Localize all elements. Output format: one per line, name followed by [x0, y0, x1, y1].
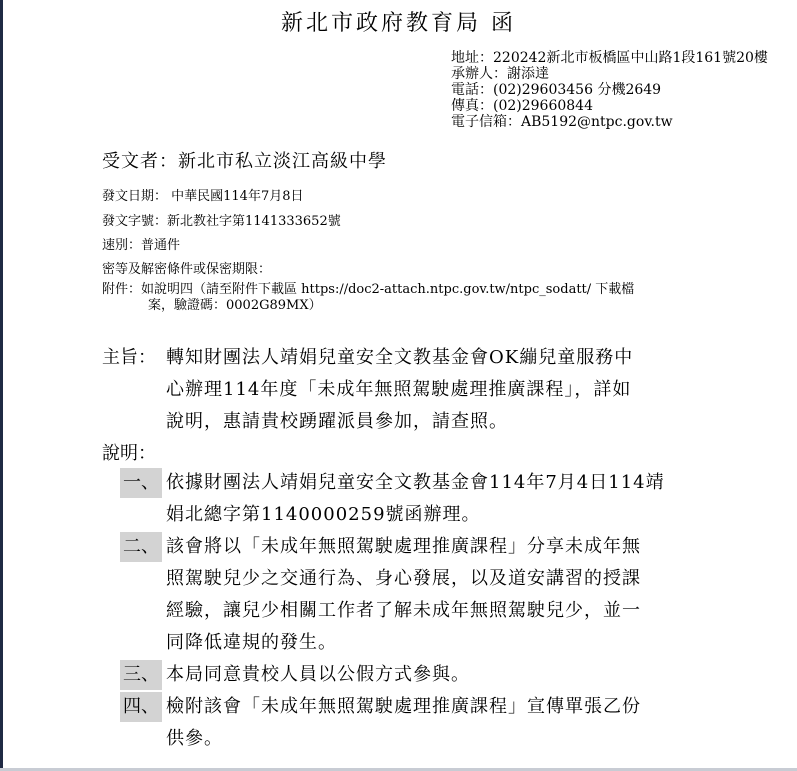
- attachment-info: [102, 282, 712, 314]
- subject-line: 心辦理114年度「未成年無照駕駛處理推廣課程」，詳如: [166, 379, 632, 400]
- delivery-speed: 速別：普通件: [102, 238, 181, 253]
- item-number: 四、: [120, 692, 162, 722]
- secrecy-level: 密等及解密條件或保密期限：: [102, 262, 272, 277]
- item-line: 檢附該會「未成年無照駕駛處理推廣課程」宣傳單張乙份: [166, 696, 641, 717]
- item-line: 照駕駛兒少之交通行為、身心發展，以及道安講習的授課: [166, 568, 641, 589]
- item-line: 娟北總字第1140000259號函辦理。: [166, 504, 481, 525]
- contact-phone: 電話：(02)29603456 分機2649: [451, 82, 662, 98]
- attachment-line: 附件：如說明四（請至附件下載區 https://doc2-attach.ntpc.gov.tw/ntpc_sodatt/ 下載檔: [102, 282, 635, 297]
- contact-address: 地址：220242新北市板橋區中山路1段161號20樓: [451, 50, 768, 66]
- item-number: 三、: [120, 660, 162, 690]
- item-line: 經驗，讓兒少相關工作者了解未成年無照駕駛兒少，並一: [166, 600, 641, 621]
- explanation-label: 說明：: [102, 443, 156, 464]
- item-line: 同降低違規的發生。: [166, 632, 337, 653]
- item-line: 依據財團法人靖娟兒童安全文教基金會114年7月4日114靖: [166, 472, 665, 493]
- subject-text: [166, 342, 797, 438]
- document-number: 發文字號：新北教社字第1141333652號: [102, 214, 341, 229]
- item-line: 該會將以「未成年無照駕駛處理推廣課程」分享未成年無: [166, 536, 641, 557]
- contact-block: [451, 50, 768, 130]
- attachment-line: 案，驗證碼：0002G89MX）: [148, 298, 322, 313]
- subject-label: 主旨：: [102, 347, 156, 368]
- item-text: [166, 467, 711, 531]
- left-border: [0, 0, 3, 771]
- item-line: 本局同意貴校人員以公假方式參與。: [166, 664, 470, 685]
- item-text: [166, 659, 711, 691]
- contact-handler: 承辦人：謝添達: [451, 66, 549, 82]
- recipient: 受文者：新北市私立淡江高級中學: [102, 151, 387, 172]
- document-title: 新北市政府教育局 函: [281, 11, 516, 36]
- contact-email: 電子信箱：AB5192@ntpc.gov.tw: [451, 114, 673, 130]
- subject-line: 轉知財團法人靖娟兒童安全文教基金會OK繃兒童服務中: [166, 347, 634, 368]
- item-text: [166, 691, 711, 755]
- issue-date: 發文日期： 中華民國114年7月8日: [102, 189, 304, 204]
- item-number: 二、: [120, 532, 162, 562]
- item-number: 一、: [120, 468, 162, 498]
- item-line: 供參。: [166, 728, 223, 749]
- subject-line: 說明，惠請貴校踴躍派員參加，請查照。: [166, 411, 508, 432]
- contact-fax: 傳真：(02)29660844: [451, 98, 593, 114]
- item-text: [166, 531, 711, 659]
